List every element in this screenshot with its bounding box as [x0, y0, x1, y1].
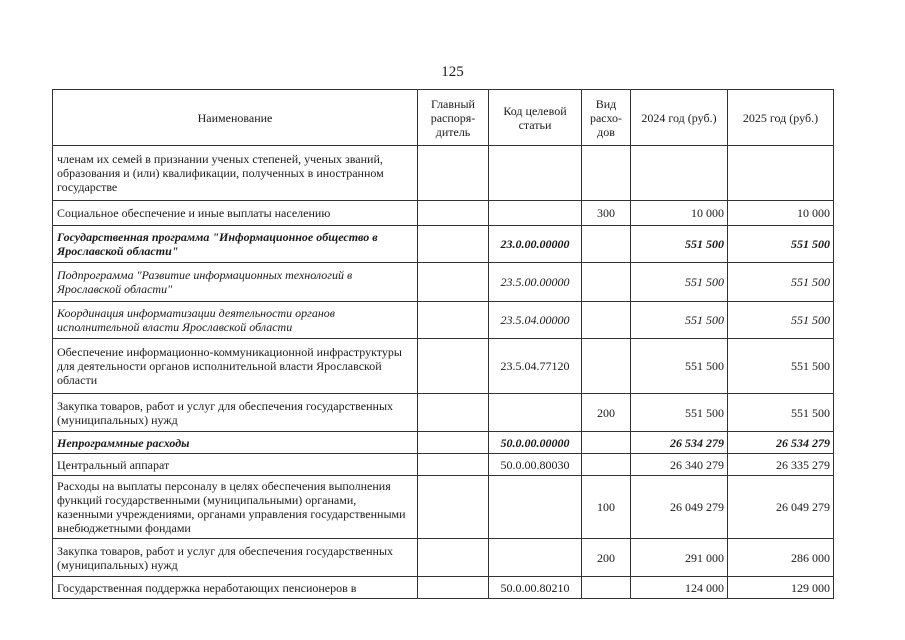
- row-target-code-cell: [489, 146, 582, 201]
- table-row: [53, 432, 834, 454]
- row-2025-amount-cell: 26 049 279: [728, 476, 834, 539]
- row-name-cell: Закупка товаров, работ и услуг для обеспечения государственных (муниципальных) нужд: [53, 394, 418, 432]
- table-row: [53, 454, 834, 476]
- row-manager-cell: [418, 302, 489, 339]
- row-name-cell: Закупка товаров, работ и услуг для обеспечения государственных (муниципальных) нужд: [53, 539, 418, 577]
- table-row: [53, 226, 834, 263]
- row-manager-cell: [418, 394, 489, 432]
- row-manager-cell: [418, 577, 489, 599]
- row-2024-amount-cell: 26 049 279: [631, 476, 728, 539]
- table-row: [53, 394, 834, 432]
- row-2024-amount-cell: 551 500: [631, 263, 728, 302]
- row-expense-type-cell: 100: [582, 476, 631, 539]
- row-expense-type-cell: [582, 432, 631, 454]
- row-target-code-cell: 23.5.00.00000: [489, 263, 582, 302]
- row-name-cell: Центральный аппарат: [53, 454, 418, 476]
- row-name-cell: Обеспечение информационно-коммуникационной инфраструктуры для деятельности органов исполнительной власти Ярославской области: [53, 339, 418, 394]
- row-name-cell: Расходы на выплаты персоналу в целях обеспечения выполнения функций государственными (муниципальными) органами, казенными учреждениями, органами управления государственными внебюджетными фондами: [53, 476, 418, 539]
- row-manager-cell: [418, 146, 489, 201]
- row-target-code-cell: [489, 394, 582, 432]
- row-expense-type-cell: [582, 302, 631, 339]
- budget-table: [52, 89, 834, 599]
- row-name-cell: членам их семей в признании ученых степеней, ученых званий, образования и (или) квалификации, полученных в иностранном государстве: [53, 146, 418, 201]
- row-manager-cell: [418, 339, 489, 394]
- header-expense-type: Вид расхо-дов: [582, 90, 631, 146]
- header-year-2025: 2025 год (руб.): [728, 90, 834, 146]
- header-main-manager: Главный распоря-дитель: [418, 90, 489, 146]
- row-name-cell: Социальное обеспечение и иные выплаты населению: [53, 201, 418, 226]
- row-2025-amount-cell: 551 500: [728, 226, 834, 263]
- table-row: [53, 539, 834, 577]
- row-2024-amount-cell: 551 500: [631, 226, 728, 263]
- row-2024-amount-cell: 551 500: [631, 302, 728, 339]
- table-row: [53, 476, 834, 539]
- row-2024-amount-cell: 26 534 279: [631, 432, 728, 454]
- row-2025-amount-cell: 26 534 279: [728, 432, 834, 454]
- row-2025-amount-cell: 10 000: [728, 201, 834, 226]
- row-name-cell: Подпрограмма "Развитие информационных технологий в Ярославской области": [53, 263, 418, 302]
- row-2025-amount-cell: [728, 146, 834, 201]
- row-expense-type-cell: [582, 146, 631, 201]
- row-manager-cell: [418, 432, 489, 454]
- row-target-code-cell: 50.0.00.00000: [489, 432, 582, 454]
- row-manager-cell: [418, 226, 489, 263]
- row-expense-type-cell: [582, 454, 631, 476]
- row-target-code-cell: [489, 539, 582, 577]
- row-2025-amount-cell: 551 500: [728, 394, 834, 432]
- row-expense-type-cell: 200: [582, 394, 631, 432]
- row-expense-type-cell: [582, 263, 631, 302]
- row-target-code-cell: [489, 476, 582, 539]
- row-manager-cell: [418, 201, 489, 226]
- row-manager-cell: [418, 263, 489, 302]
- row-2024-amount-cell: 551 500: [631, 394, 728, 432]
- row-target-code-cell: 50.0.00.80210: [489, 577, 582, 599]
- row-2024-amount-cell: 26 340 279: [631, 454, 728, 476]
- row-manager-cell: [418, 476, 489, 539]
- row-name-cell: Координация информатизации деятельности органов исполнительной власти Ярославской области: [53, 302, 418, 339]
- row-expense-type-cell: [582, 339, 631, 394]
- row-name-cell: Непрограммные расходы: [53, 432, 418, 454]
- header-target-code: Код целевой статьи: [489, 90, 582, 146]
- table-row: [53, 263, 834, 302]
- row-target-code-cell: 23.5.04.00000: [489, 302, 582, 339]
- row-2025-amount-cell: 551 500: [728, 339, 834, 394]
- row-target-code-cell: 50.0.00.80030: [489, 454, 582, 476]
- row-target-code-cell: 23.0.00.00000: [489, 226, 582, 263]
- row-manager-cell: [418, 454, 489, 476]
- row-name-cell: Государственная поддержка неработающих пенсионеров в: [53, 577, 418, 599]
- row-target-code-cell: [489, 201, 582, 226]
- table-row: [53, 577, 834, 599]
- row-2025-amount-cell: 26 335 279: [728, 454, 834, 476]
- row-2025-amount-cell: 551 500: [728, 302, 834, 339]
- row-2025-amount-cell: 551 500: [728, 263, 834, 302]
- row-manager-cell: [418, 539, 489, 577]
- page-number: 125: [441, 64, 464, 80]
- row-2025-amount-cell: 129 000: [728, 577, 834, 599]
- row-expense-type-cell: 300: [582, 201, 631, 226]
- row-2024-amount-cell: 551 500: [631, 339, 728, 394]
- table-row: [53, 201, 834, 226]
- row-2024-amount-cell: 10 000: [631, 201, 728, 226]
- row-expense-type-cell: [582, 577, 631, 599]
- row-2024-amount-cell: 291 000: [631, 539, 728, 577]
- table-row: [53, 146, 834, 201]
- row-expense-type-cell: [582, 226, 631, 263]
- header-year-2024: 2024 год (руб.): [631, 90, 728, 146]
- row-2024-amount-cell: [631, 146, 728, 201]
- table-header-row: [53, 90, 834, 146]
- header-name: Наименование: [53, 90, 418, 146]
- table-row: [53, 339, 834, 394]
- row-target-code-cell: 23.5.04.77120: [489, 339, 582, 394]
- table-row: [53, 302, 834, 339]
- row-name-cell: Государственная программа "Информационное общество в Ярославской области": [53, 226, 418, 263]
- row-2024-amount-cell: 124 000: [631, 577, 728, 599]
- row-expense-type-cell: 200: [582, 539, 631, 577]
- row-2025-amount-cell: 286 000: [728, 539, 834, 577]
